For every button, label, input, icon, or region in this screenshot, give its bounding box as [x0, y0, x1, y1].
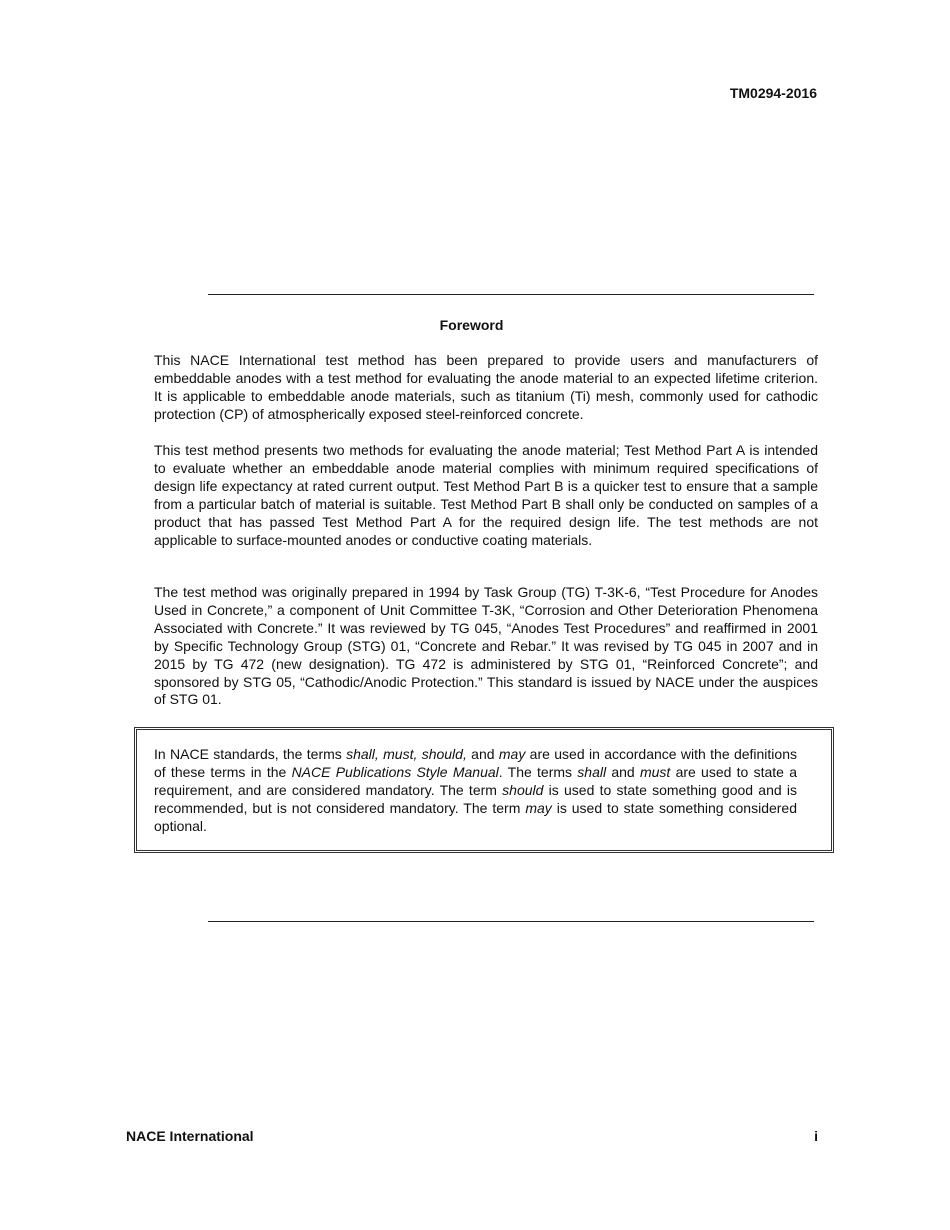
notice-term-may: may [525, 799, 552, 816]
notice-text [154, 746, 797, 836]
notice-term-should: should [502, 781, 544, 798]
notice-segment: is used to state something good and is recommended, but is not considered mandatory. The term [154, 781, 797, 816]
notice-segment: and [606, 763, 640, 780]
notice-style-manual-title: NACE Publications Style Manual [291, 763, 499, 780]
notice-segment: is used to state something considered optional. [154, 799, 797, 834]
bottom-divider [208, 921, 814, 922]
notice-segment: are used in accordance with the definitions of these terms in the [154, 746, 797, 780]
notice-term-shall-must-should: shall, must, should, [346, 746, 467, 762]
foreword-title: Foreword [439, 317, 504, 333]
foreword-paragraph-3: The test method was originally prepared in 1994 by Task Group (TG) T-3K-6, “Test Procedure for Anodes Used in Concrete,” a component of Unit Committee T-3K, “Corrosion and Other Deterioration Phenomena Associated with Concrete.” It was reviewed by TG 045, “Anodes Test Procedures” and reaffirmed in 2001 by Specific Technology Group (STG) 01, “Concrete and Rebar.” It was revised by TG 045 in 2007 and in 2015 by TG 472 (new designation). TG 472 is administered by STG 01, “Reinforced Concrete”; and sponsored by STG 05, “Cathodic/Anodic Protection.” This standard is issued by NACE under the auspices of STG 01. [154, 584, 818, 708]
notice-term-may: may [498, 746, 526, 762]
notice-term-must: must [639, 763, 671, 780]
notice-segment: are used to state a requirement, and are considered mandatory. The term [154, 763, 797, 798]
notice-segment: . The terms [498, 763, 578, 780]
notice-segment: and [466, 746, 499, 762]
foreword-paragraph-1: This NACE International test method has been prepared to provide users and manufacturers of embeddable anodes with a test method for evaluating the anode material to an expected lifetime criterion. It is applicable to embeddable anode materials, such as titanium (Ti) mesh, commonly used for cathodic protection (CP) of atmospherically exposed steel-reinforced concrete. [154, 352, 818, 422]
document-id: TM0294-2016 [729, 85, 817, 101]
notice-segment: In NACE standards, the terms [154, 746, 347, 762]
footer-page-number: i [814, 1128, 818, 1144]
top-divider [208, 294, 814, 295]
footer-publisher: NACE International [126, 1128, 254, 1144]
foreword-paragraph-2: This test method presents two methods for evaluating the anode material; Test Method Part A is intended to evaluate whether an embeddable anode material complies with minimum required specifications of design life expectancy at rated current output. Test Method Part B is a quicker test to ensure that a sample from a particular batch of material is suitable. Test Method Part B shall only be conducted on samples of a product that has passed Test Method Part A for the required design life. The test methods are not applicable to surface-mounted anodes or conductive coating materials. [154, 442, 818, 548]
notice-term-shall: shall [577, 763, 607, 780]
